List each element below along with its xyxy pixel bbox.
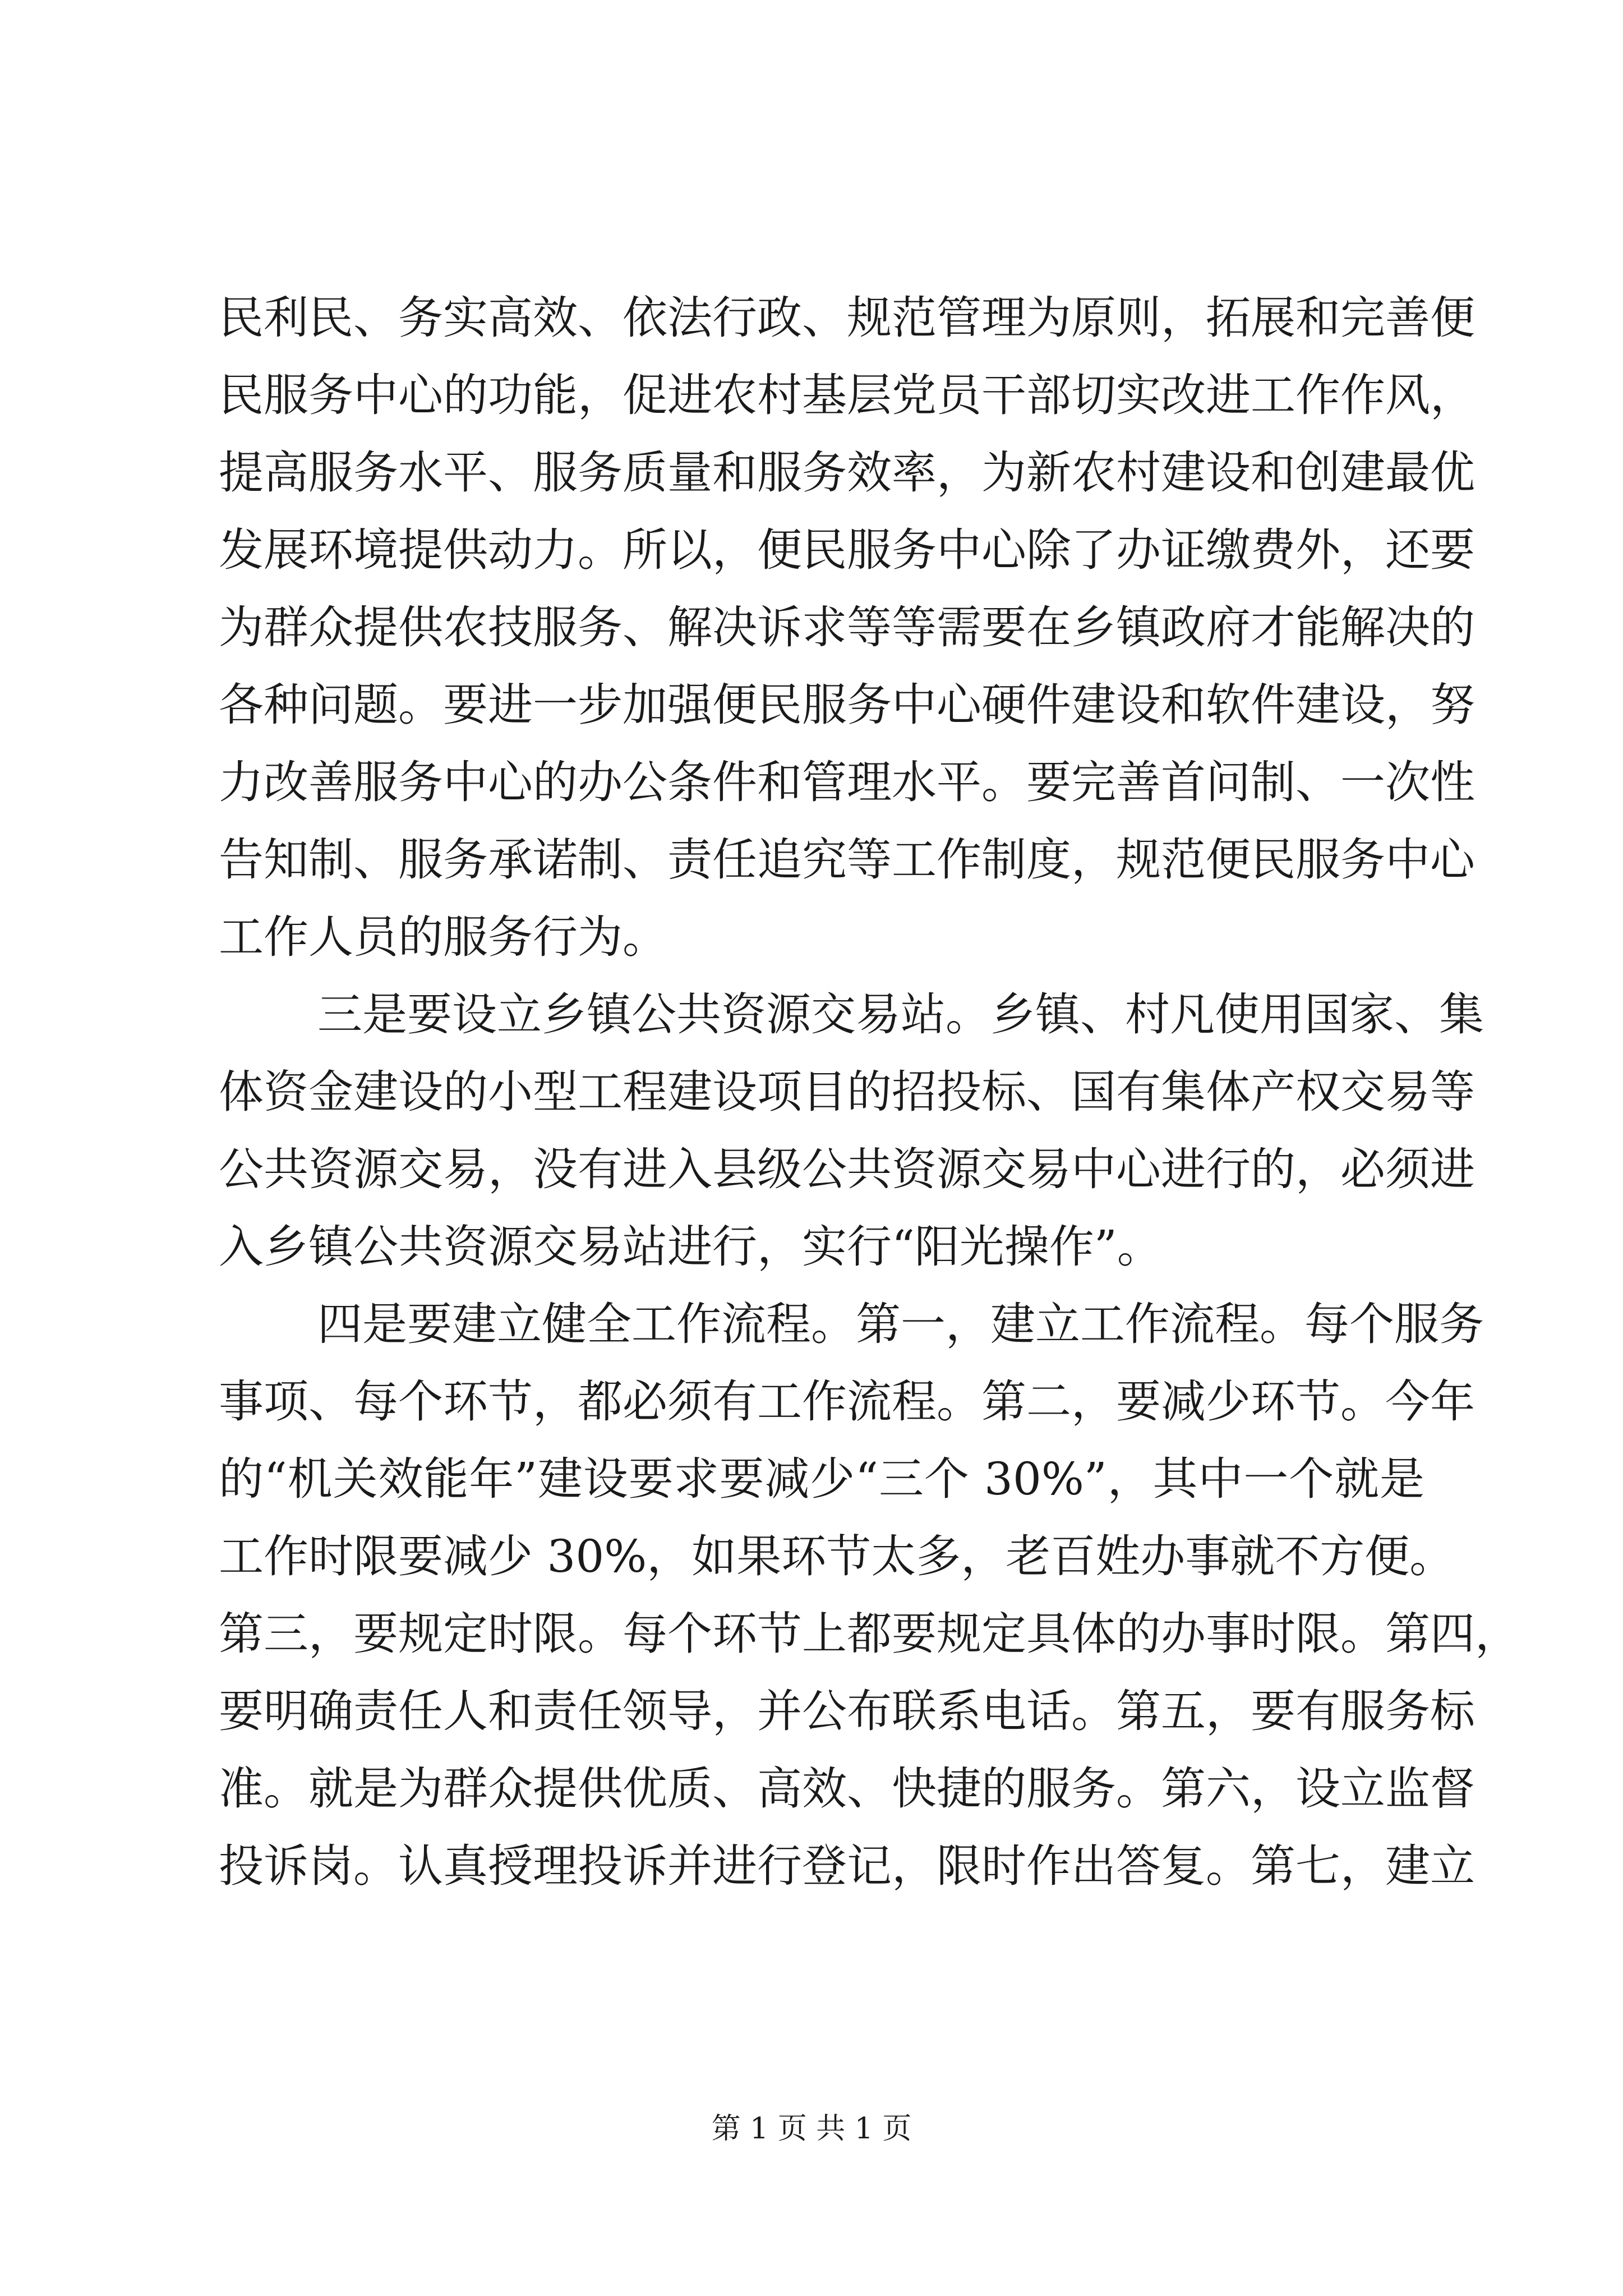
text-line: 的“机关效能年”建设要求要减少“三个 30%”，其中一个就是 [219,1453,1424,1505]
text-line: 提高服务水平、服务质量和服务效率，为新农村建设和创建最优 [219,447,1475,499]
text-line: 各种问题。要进一步加强便民服务中心硬件建设和软件建设，努 [219,679,1475,731]
text-line: 为群众提供农技服务、解决诉求等等需要在乡镇政府才能解决的 [219,601,1475,654]
text-line: 投诉岗。认真授理投诉并进行登记，限时作出答复。第七，建立 [219,1840,1475,1892]
text-line: 力改善服务中心的办公条件和管理水平。要完善首问制、一次性 [219,756,1475,808]
text-line: 工作人员的服务行为。 [219,911,667,963]
page-number-label: 第 1 页 共 1 页 [711,2112,912,2146]
text-line: 民服务中心的功能，促进农村基层党员干部切实改进工作作风， [219,369,1475,421]
text-line: 要明确责任人和责任领导，并公布联系电话。第五，要有服务标 [219,1685,1475,1737]
text-line: 工作时限要减少 30%，如果环节太多，老百姓办事就不方便。 [219,1530,1455,1582]
text-line: 准。就是为群众提供优质、高效、快捷的服务。第六，设立监督 [219,1763,1475,1815]
text-line: 体资金建设的小型工程建设项目的招投标、国有集体产权交易等 [219,1066,1475,1118]
text-line: 事项、每个环节，都必须有工作流程。第二，要减少环节。今年 [219,1375,1475,1428]
paragraph-start-line: 四是要建立健全工作流程。第一，建立工作流程。每个服务 [317,1298,1484,1350]
text-line: 公共资源交易，没有进入县级公共资源交易中心进行的，必须进 [219,1143,1475,1195]
text-line: 发展环境提供动力。所以，便民服务中心除了办证缴费外，还要 [219,524,1475,576]
text-line: 告知制、服务承诺制、责任追究等工作制度，规范便民服务中心 [219,834,1475,886]
paragraph-start-line: 三是要设立乡镇公共资源交易站。乡镇、村凡使用国家、集 [317,988,1484,1041]
document-body [219,279,1520,1905]
page-footer [0,2109,1623,2148]
text-line: 民利民、务实高效、依法行政、规范管理为原则，拓展和完善便 [219,292,1475,344]
text-line: 入乡镇公共资源交易站进行，实行“阳光操作”。 [219,1221,1162,1273]
text-line: 第三，要规定时限。每个环节上都要规定具体的办事时限。第四， [219,1608,1520,1660]
